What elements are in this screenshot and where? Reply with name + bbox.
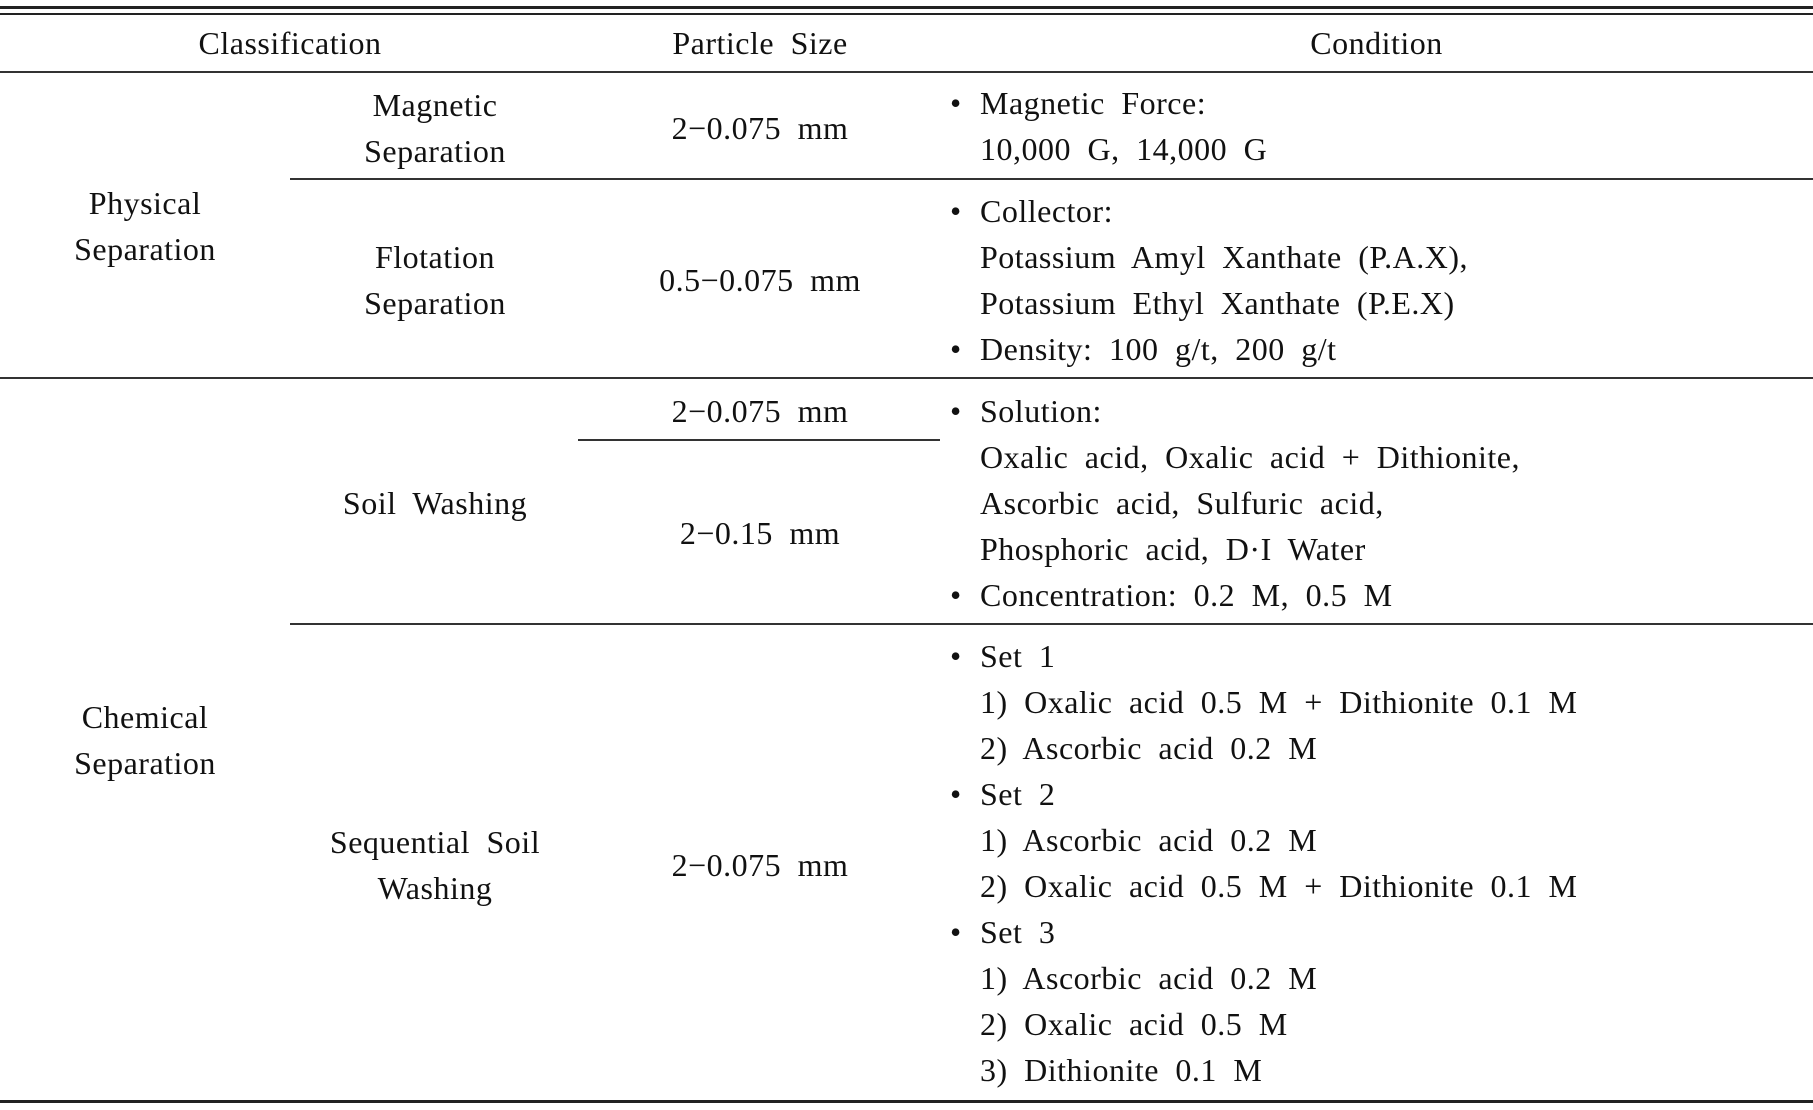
- row-rule: [290, 178, 1813, 180]
- condition-line: • Density: 100 g/t, 200 g/t: [945, 326, 1468, 372]
- size-flotation-separation: 0.5−0.075 mm: [659, 262, 861, 298]
- condition-line: 3) Dithionite 0.1 M: [980, 1052, 1263, 1088]
- row-rule: [290, 623, 1813, 625]
- condition-sequential-soil-washing: [945, 633, 1577, 1093]
- condition-line: • Solution:: [945, 388, 1520, 434]
- condition-line: • Set 3: [945, 909, 1577, 955]
- condition-line: Potassium Ethyl Xanthate (P.E.X): [980, 285, 1455, 321]
- table-top-rule-inner: [0, 13, 1813, 15]
- condition-line: • Magnetic Force:: [945, 80, 1267, 126]
- bullet-icon: •: [950, 577, 962, 613]
- method-sequential-soil-washing: Sequential Soil Washing: [329, 824, 541, 906]
- method-magnetic-separation: Magnetic Separation: [364, 87, 506, 169]
- condition-line: • Set 1: [945, 633, 1577, 679]
- bullet-icon: •: [950, 193, 962, 229]
- bullet-icon: •: [950, 331, 962, 367]
- condition-line: Oxalic acid, Oxalic acid + Dithionite,: [980, 439, 1520, 475]
- size-split-rule: [578, 439, 940, 441]
- bullet-icon: •: [950, 776, 962, 812]
- condition-line: 1) Ascorbic acid 0.2 M: [980, 960, 1318, 996]
- category-physical-separation: Physical Separation: [74, 184, 216, 267]
- bullet-icon: •: [950, 638, 962, 674]
- size-magnetic-separation: 2−0.075 mm: [671, 110, 849, 146]
- condition-magnetic-separation: [945, 80, 1267, 172]
- condition-line: Potassium Amyl Xanthate (P.A.X),: [980, 239, 1468, 275]
- table-bottom-rule: [0, 1100, 1813, 1103]
- condition-line: 2) Oxalic acid 0.5 M: [980, 1006, 1288, 1042]
- condition-flotation-separation: [945, 188, 1468, 372]
- size-soil-washing-2: 2−0.15 mm: [679, 515, 841, 551]
- bullet-icon: •: [950, 914, 962, 950]
- condition-line: 2) Oxalic acid 0.5 M + Dithionite 0.1 M: [980, 868, 1578, 904]
- header-condition: Condition: [1310, 25, 1443, 61]
- group-rule: [0, 377, 1813, 379]
- bullet-icon: •: [950, 85, 962, 121]
- condition-soil-washing: [945, 388, 1520, 618]
- condition-line: 10,000 G, 14,000 G: [980, 131, 1268, 167]
- method-flotation-separation: Flotation Separation: [364, 239, 506, 321]
- size-soil-washing-1: 2−0.075 mm: [671, 393, 849, 429]
- category-chemical-separation: Chemical Separation: [74, 699, 216, 781]
- condition-line: • Set 2: [945, 771, 1577, 817]
- header-classification: Classification: [198, 25, 382, 61]
- method-soil-washing: Soil Washing: [342, 485, 528, 521]
- condition-line: 2) Ascorbic acid 0.2 M: [980, 730, 1318, 766]
- table-top-rule: [0, 6, 1813, 9]
- condition-line: • Concentration: 0.2 M, 0.5 M: [945, 572, 1520, 618]
- condition-line: Ascorbic acid, Sulfuric acid,: [980, 485, 1384, 521]
- condition-line: Phosphoric acid, D·I Water: [980, 531, 1366, 567]
- condition-line: 1) Ascorbic acid 0.2 M: [980, 822, 1318, 858]
- header-particle-size: Particle Size: [672, 25, 848, 61]
- condition-line: • Collector:: [945, 188, 1468, 234]
- bullet-icon: •: [950, 393, 962, 429]
- condition-line: 1) Oxalic acid 0.5 M + Dithionite 0.1 M: [980, 684, 1578, 720]
- size-sequential-soil-washing: 2−0.075 mm: [671, 847, 849, 883]
